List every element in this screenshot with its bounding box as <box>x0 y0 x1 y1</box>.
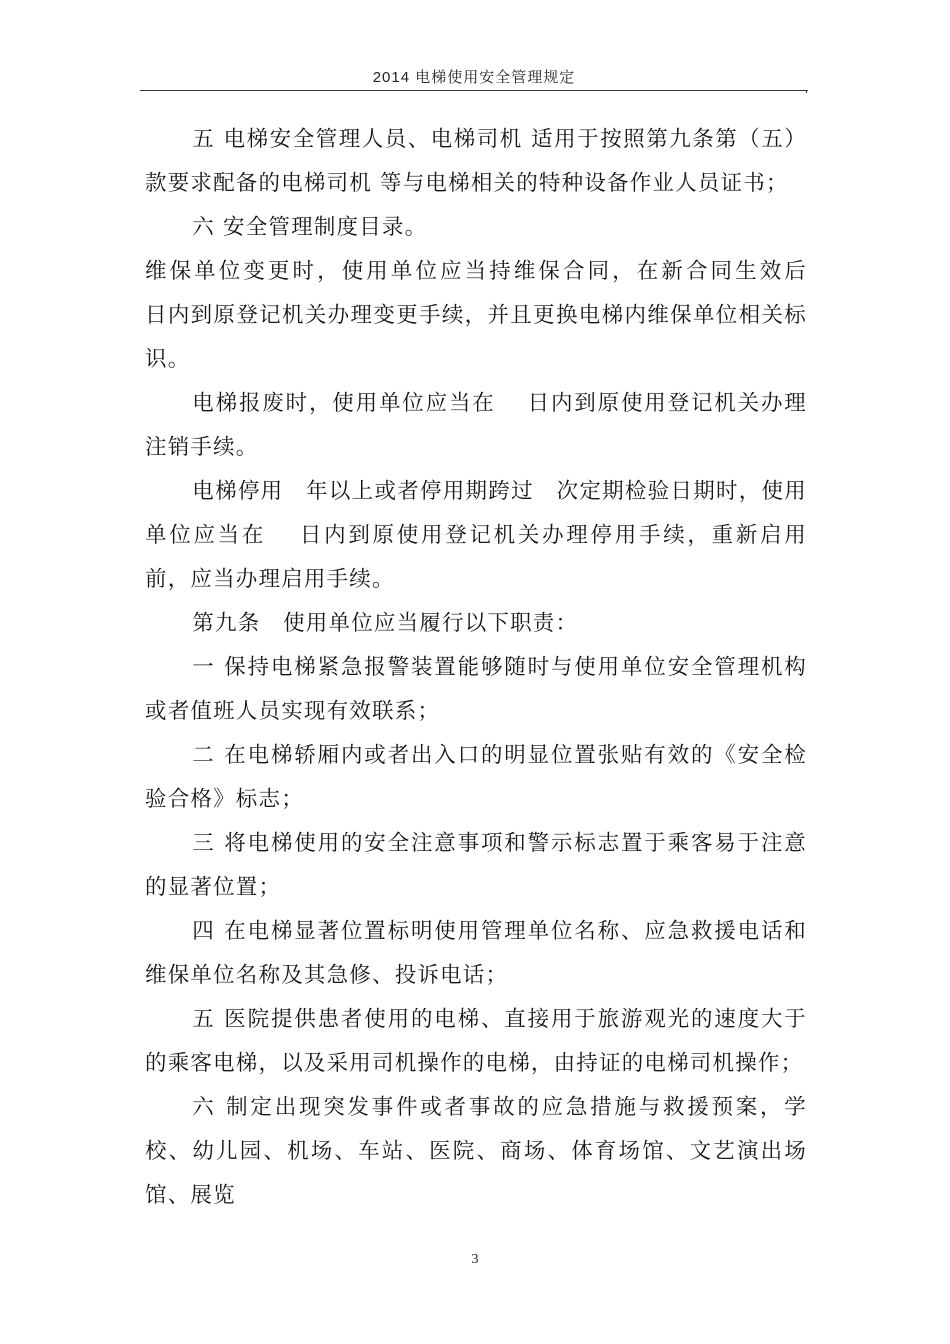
paragraph: 六 制定出现突发事件或者事故的应急措施与救援预案，学校、幼儿园、机场、车站、医院、商场、体育场馆、文艺演出场馆、展览 <box>145 1095 807 1208</box>
header-rule <box>140 90 808 91</box>
paragraph: 第九条 使用单位应当履行以下职责： <box>192 611 579 636</box>
paragraph: 一 保持电梯紧急报警装置能够随时与使用单位安全管理机构或者值班人员实现有效联系； <box>145 655 807 724</box>
paragraph: 四 在电梯显著位置标明使用管理单位名称、应急救援电话和维保单位名称及其急修、投诉电话； <box>145 919 807 988</box>
paragraph: 六 安全管理制度目录。 <box>192 215 428 240</box>
paragraph: 维保单位变更时，使用单位应当持维保合同，在新合同生效后 日内到原登记机关办理变更手续，并且更换电梯内维保单位相关标识。 <box>145 259 838 372</box>
paragraph: 电梯报废时，使用单位应当在 日内到原使用登记机关办理注销手续。 <box>145 391 807 460</box>
header-rule-end-mark <box>806 90 810 93</box>
paragraph: 五 电梯安全管理人员、电梯司机 适用于按照第九条第（五）款要求配备的电梯司机 等与电梯相关的特种设备作业人员证书； <box>145 127 807 196</box>
paragraph: 电梯停用 年以上或者停用期跨过 次定期检验日期时，使用单位应当在 日内到原使用登记机关办理停用手续，重新启用前，应当办理启用手续。 <box>145 479 807 592</box>
body-text <box>145 118 853 1218</box>
paragraph: 五 医院提供患者使用的电梯、直接用于旅游观光的速度大于 的乘客电梯，以及采用司机操作的电梯，由持证的电梯司机操作； <box>145 1007 853 1076</box>
page-number: 3 <box>471 1252 479 1267</box>
running-header: 2014 电梯使用安全管理规定 <box>372 69 576 86</box>
paragraph: 三 将电梯使用的安全注意事项和警示标志置于乘客易于注意的显著位置； <box>145 831 807 900</box>
paragraph: 二 在电梯轿厢内或者出入口的明显位置张贴有效的《安全检验合格》标志； <box>145 743 807 812</box>
